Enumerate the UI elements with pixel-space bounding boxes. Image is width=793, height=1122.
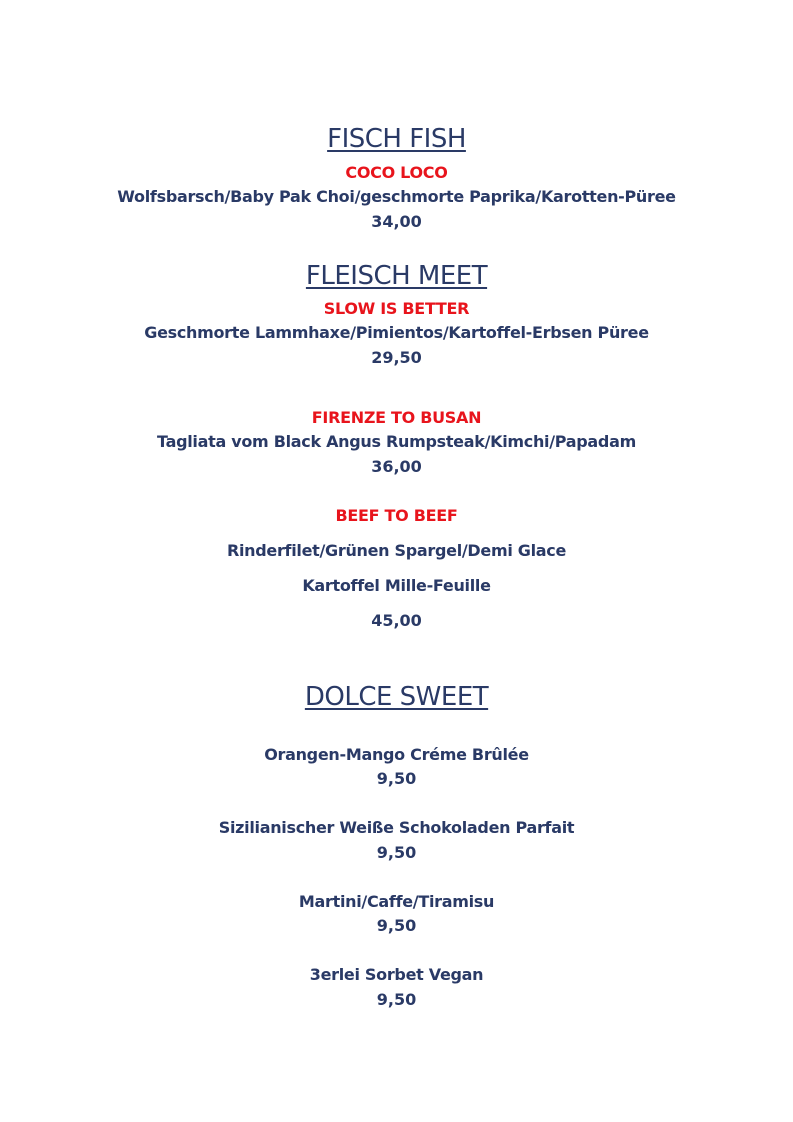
dish-price: 9,50	[376, 769, 417, 788]
dish-price: 29,50	[371, 348, 422, 367]
dish-description: Wolfsbarsch/Baby Pak Choi/geschmorte Paprika/Karotten-Püree	[117, 187, 676, 206]
dish-price: 9,50	[376, 990, 417, 1009]
dish-description: Rinderfilet/Grünen Spargel/Demi Glace	[226, 541, 567, 560]
dish-name-slow-is-better: SLOW IS BETTER	[323, 299, 470, 318]
dish-price: 45,00	[371, 611, 422, 630]
section-heading-sweet: DOLCE SWEET	[304, 682, 489, 712]
dish-price: 36,00	[371, 457, 422, 476]
dish-description: Sizilianischer Weiße Schokoladen Parfait	[218, 818, 575, 837]
dish-description: Geschmorte Lammhaxe/Pimientos/Kartoffel-Erbsen Püree	[144, 323, 649, 342]
section-heading-fish: FISCH FISH	[327, 124, 466, 154]
dish-price: 34,00	[371, 212, 422, 231]
dish-price: 9,50	[376, 843, 417, 862]
dish-description: Tagliata vom Black Angus Rumpsteak/Kimchi/Papadam	[157, 432, 636, 451]
dish-description: Orangen-Mango Créme Brûlée	[264, 745, 529, 764]
dish-name-coco-loco: COCO LOCO	[345, 163, 448, 182]
dish-description: Martini/Caffe/Tiramisu	[298, 892, 495, 911]
dish-description: 3erlei Sorbet Vegan	[309, 965, 484, 984]
dish-name-firenze-to-busan: FIRENZE TO BUSAN	[311, 408, 482, 427]
dish-price: 9,50	[376, 916, 417, 935]
dish-description: Kartoffel Mille-Feuille	[302, 576, 491, 595]
dish-name-beef-to-beef: BEEF TO BEEF	[335, 506, 458, 525]
section-heading-meat: FLEISCH MEET	[305, 261, 488, 291]
